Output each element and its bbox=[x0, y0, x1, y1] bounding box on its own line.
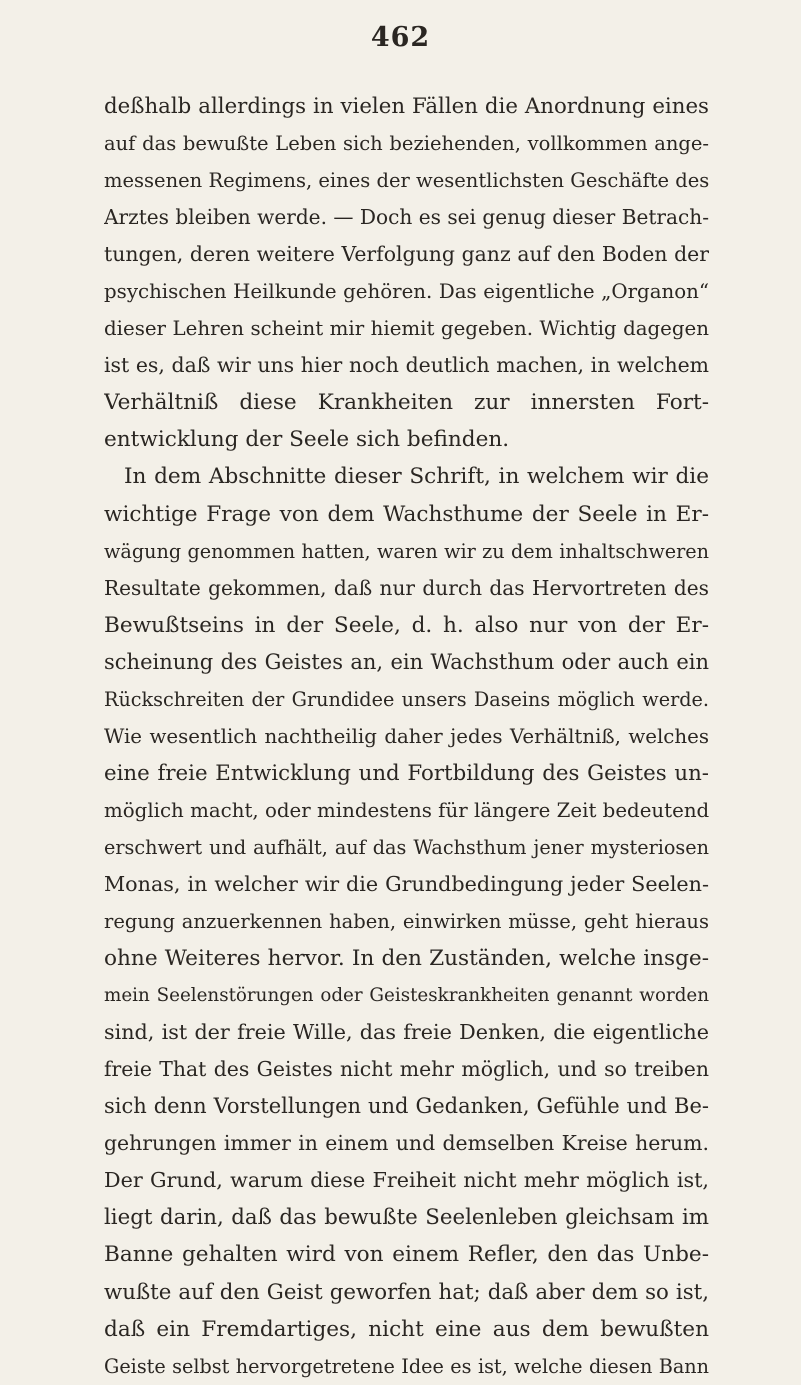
text-line: Bewußtseins in der Seele, d. h. also nur von der Er- bbox=[104, 612, 709, 638]
text-line: Rückschreiten der Grundidee unsers Daseins möglich werde. bbox=[104, 687, 709, 711]
text-line: Banne gehalten wird von einem Refler, den das Unbe- bbox=[104, 1242, 709, 1268]
text-line: scheinung des Geistes an, ein Wachsthum oder auch ein bbox=[104, 649, 709, 674]
text-line: Resultate gekommen, daß nur durch das Hervortreten des bbox=[104, 575, 709, 600]
text-line: auf das bewußte Leben sich beziehenden, vollkommen ange- bbox=[104, 132, 709, 156]
text-line: wägung genommen hatten, waren wir zu dem inhaltschweren bbox=[104, 539, 709, 563]
text-line: freie That des Geistes nicht mehr möglich, und so treiben bbox=[104, 1057, 709, 1082]
text-line: Der Grund, warum diese Freiheit nicht mehr möglich ist, bbox=[104, 1168, 709, 1193]
text-line: möglich macht, oder mindestens für längere Zeit bedeutend bbox=[104, 798, 709, 822]
text-line: messenen Regimens, eines der wesentlichsten Geschäfte des bbox=[104, 169, 709, 193]
text-line: regung anzuerkennen haben, einwirken müsse, geht hieraus bbox=[104, 910, 709, 934]
text-line: erschwert und aufhält, auf das Wachsthum jener mysteriosen bbox=[104, 835, 709, 859]
text-line: mein Seelenstörungen oder Geisteskrankheiten genannt worden bbox=[104, 985, 709, 1007]
text-line: Monas, in welcher wir die Grundbedingung jeder Seelen- bbox=[104, 871, 709, 896]
text-line: sind, ist der freie Wille, das freie Denken, die eigentliche bbox=[104, 1020, 709, 1045]
text-line: ohne Weiteres hervor. In den Zuständen, welche insge- bbox=[104, 946, 709, 972]
body-text bbox=[104, 88, 709, 1385]
page-number: 462 bbox=[370, 22, 431, 53]
text-line: eine freie Entwicklung und Fortbildung des Geistes un- bbox=[104, 760, 709, 786]
text-line: wichtige Frage von dem Wachsthume der Seele in Er- bbox=[104, 501, 709, 527]
text-line: Verhältniß diese Krankheiten zur innersten Fort- bbox=[104, 390, 709, 416]
text-line: Arztes bleiben werde. — Doch es sei genug dieser Betrach- bbox=[104, 205, 709, 230]
text-line: dieser Lehren scheint mir hiemit gegeben. Wichtig dagegen bbox=[104, 317, 709, 341]
text-line: liegt darin, daß das bewußte Seelenleben gleichsam im bbox=[104, 1205, 709, 1231]
text-line: wußte auf den Geist geworfen hat; daß aber dem so ist, bbox=[104, 1279, 709, 1305]
text-line: gehrungen immer in einem und demselben Kreise herum. bbox=[104, 1131, 709, 1156]
text-line: daß ein Fremdartiges, nicht eine aus dem bewußten bbox=[104, 1316, 709, 1342]
text-line: Wie wesentlich nachtheilig daher jedes Verhältniß, welches bbox=[104, 724, 709, 748]
text-line: sich denn Vorstellungen und Gedanken, Gefühle und Be- bbox=[104, 1094, 709, 1119]
text-line: psychischen Heilkunde gehören. Das eigentliche „Organon“ bbox=[104, 280, 709, 304]
text-line: Geiste selbst hervorgetretene Idee es ist, welche diesen Bann bbox=[104, 1354, 709, 1378]
text-line: In dem Abschnitte dieser Schrift, in welchem wir die bbox=[124, 464, 709, 490]
text-line: ist es, daß wir uns hier noch deutlich machen, in welchem bbox=[104, 353, 709, 378]
text-line: deßhalb allerdings in vielen Fällen die Anordnung eines bbox=[104, 94, 709, 119]
text-line: tungen, deren weitere Verfolgung ganz auf den Boden der bbox=[104, 242, 709, 267]
text-line: entwicklung der Seele sich befinden. bbox=[104, 427, 510, 453]
